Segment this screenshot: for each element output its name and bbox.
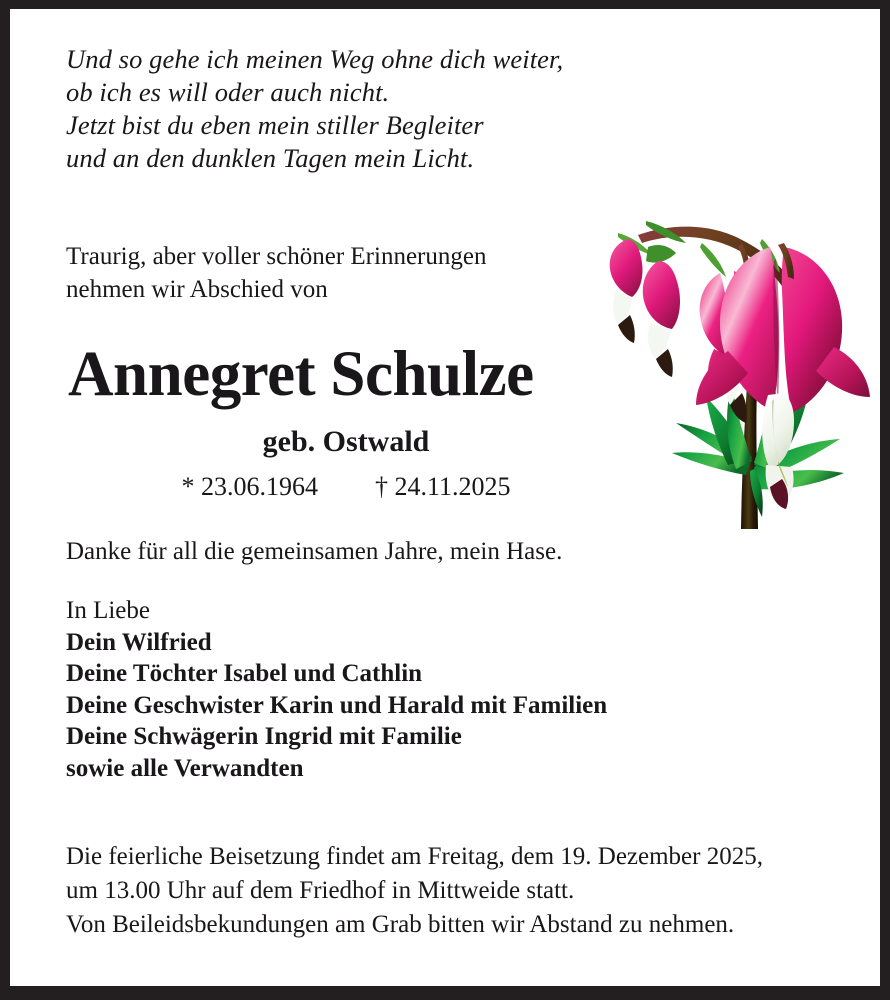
intro-block [66,240,486,306]
signer-line: Deine Töchter Isabel und Cathlin [66,660,423,687]
signer-line: In Liebe [66,597,150,624]
funeral-line: um 13.00 Uhr auf dem Friedhof in Mittweide statt. [66,877,575,904]
poem-line: Und so gehe ich meinen Weg ohne dich weiter, [66,44,564,74]
flower-bud-small-mid [643,261,680,377]
deceased-name: Annegret Schulze [68,338,534,410]
leaf-cluster-left [672,385,752,475]
signer-line: Deine Geschwister Karin und Harald mit Familien [66,691,608,719]
poem-line: ob ich es will oder auch nicht. [66,77,390,107]
flower-arch-stem [638,227,792,289]
leaf-cluster-right [750,379,844,517]
signers-block [66,595,607,784]
life-dates [66,471,626,503]
funeral-line: Die feierliche Beisetzung findet am Freitag, dem 19. Dezember 2025, [66,843,763,870]
thanks-line: Danke für all die gemeinsamen Jahre, mein Hase. [66,538,563,565]
flower-bud-small-left [610,239,676,343]
poem-line: und an den dunklen Tagen mein Licht. [66,143,475,173]
death-date: 24.11.2025 [394,472,511,501]
death-symbol: † [374,472,388,501]
intro-line: nehmen wir Abschied von [66,276,328,303]
bleeding-heart-flower-icon [602,199,880,529]
deceased-maiden-name: geb. Ostwald [262,425,430,458]
birth-symbol: * [181,472,195,501]
funeral-line: Von Beileidsbekundungen am Grab bitten wir Abstand zu nehmen. [66,911,735,938]
intro-line: Traurig, aber voller schöner Erinnerungen [66,243,487,270]
signer-line: Deine Schwägerin Ingrid mit Familie [66,723,462,750]
flower-bloom-medium [700,271,758,423]
flower-stem [741,367,758,529]
funeral-details-block [66,840,763,942]
signer-line: Dein Wilfried [66,628,212,656]
notice-inner-panel [10,9,880,986]
birth-date: 23.06.1964 [200,472,318,501]
flower-bloom-main [696,247,870,509]
poem-block [66,43,563,175]
signer-line: sowie alle Verwandten [66,754,304,782]
poem-line: Jetzt bist du eben mein stiller Begleiter [66,110,484,140]
